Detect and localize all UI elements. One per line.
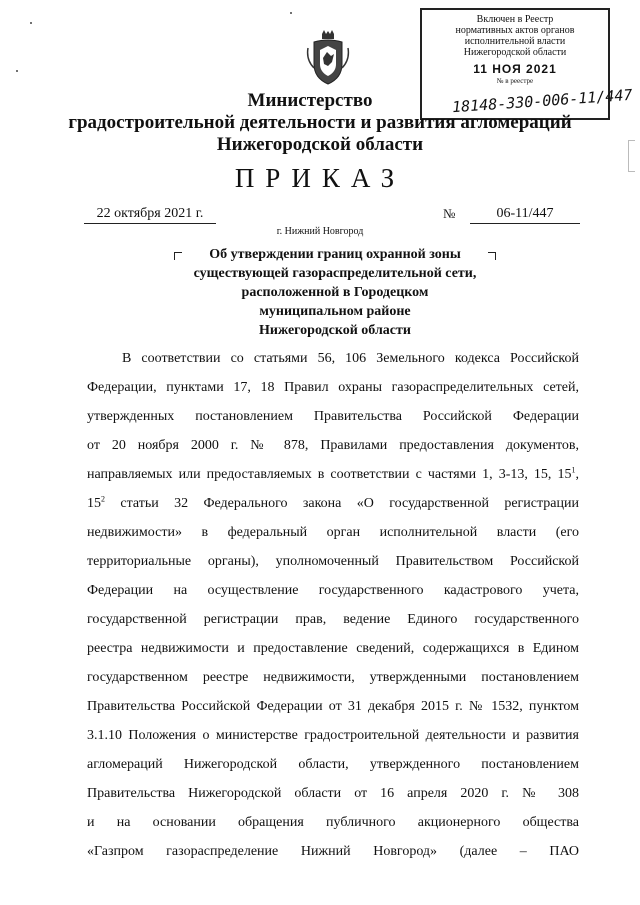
body-line: государственном реестре недвижимости, утвержденными постановлением — [87, 670, 579, 685]
body-line — [87, 489, 579, 518]
subject-line: муниципальном районе — [259, 304, 411, 319]
body-line: «Газпром газораспределение Нижний Новгород» (далее – ПАО — [87, 844, 579, 859]
body-line-text: 15 — [87, 496, 101, 511]
body-line-text: направляемых или предоставляемых в соответствии с частями 1, 3-13, 15, 15 — [87, 467, 572, 482]
stamp-line: нормативных актов органов — [455, 25, 575, 36]
body-line: Правительства Российской Федерации от 31 декабря 2015 г. № 1532, пунктом — [87, 699, 579, 714]
order-number: 06-11/447 — [470, 206, 580, 224]
subject-line: Нижегородской области — [259, 323, 411, 338]
ministry-name-line1: Министерство — [247, 90, 373, 111]
body-line-text: статьи 32 Федерального закона «О государственной регистрации — [105, 496, 579, 511]
stamp-date: 11 НОЯ 2021 — [473, 62, 557, 76]
stamp-line: Включен в Реестр — [476, 14, 554, 25]
ministry-name-line3: Нижегородской области — [216, 134, 424, 155]
superscript: 2 — [101, 494, 105, 504]
scan-speck — [30, 22, 32, 24]
scan-margin-mark — [628, 140, 635, 172]
body-line: и на основании обращения публичного акционерного общества — [87, 815, 579, 830]
scan-speck — [16, 70, 18, 72]
body-line: территориальные органы), уполномоченный Правительством Российской — [87, 554, 579, 569]
coat-of-arms-icon — [306, 30, 350, 86]
body-line: от 20 ноября 2000 г. № 878, Правилами предоставления документов, — [87, 438, 579, 453]
body-line: утвержденных постановлением Правительства Российской Федерации — [87, 409, 579, 424]
subject-line: расположенной в Городецком — [241, 285, 429, 300]
body-line: Федерации на осуществление государственного кадастрового учета, — [87, 583, 579, 598]
stamp-line: исполнительной власти — [464, 36, 566, 47]
document-type-title: ПРИКАЗ — [234, 163, 406, 193]
body-line: Федерации, пунктами 17, 18 Правил охраны газораспределительных сетей, — [87, 380, 579, 395]
body-line: В соответствии со статьями 56, 106 Земельного кодекса Российской — [122, 351, 579, 366]
subject-line: существующей газораспределительной сети, — [193, 266, 477, 281]
scan-speck — [290, 12, 292, 14]
body-line: недвижимости» в федеральный орган исполнительной власти (его — [87, 525, 579, 540]
order-body-text — [87, 344, 579, 866]
order-number-sign: № — [443, 206, 456, 221]
subject-corner-mark-left — [174, 252, 182, 260]
stamp-line: Нижегородской области — [463, 47, 567, 58]
subject-corner-mark-right — [488, 252, 496, 260]
body-line: реестра недвижимости и предоставление сведений, содержащихся в Едином — [87, 641, 579, 656]
body-line: агломераций Нижегородской области, утвержденного постановлением — [87, 757, 579, 772]
stamp-small-label: № в реестре — [496, 77, 534, 85]
city-label: г. Нижний Новгород — [276, 226, 364, 237]
subject-line: Об утверждении границ охранной зоны — [209, 247, 461, 262]
body-line: государственной регистрации прав, ведение Единого государственного — [87, 612, 579, 627]
order-subject — [190, 245, 480, 340]
body-line: направляемых или предоставляемых в соответствии с частями 1, 3-13, 15, $15^1$, — [87, 465, 579, 482]
stamp-registration-number: 18148-330-006-11/447 — [451, 85, 633, 117]
order-date: 22 октября 2021 г. — [84, 206, 216, 224]
superscript: 1 — [571, 465, 576, 475]
body-line: Правительства Нижегородской области от 16 апреля 2020 г. № 308 — [87, 786, 579, 801]
body-line: 3.1.10 Положения о министерстве градостроительной деятельности и развития — [87, 728, 579, 743]
ministry-name-line2: градостроительной деятельности и развития агломераций — [68, 112, 572, 133]
